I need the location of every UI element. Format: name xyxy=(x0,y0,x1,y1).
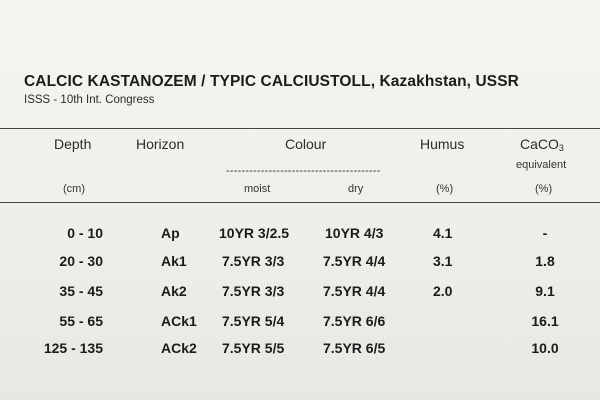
header-caco3-sub: 3 xyxy=(558,143,564,153)
cell-humus: 2.0 xyxy=(433,283,453,299)
cell-moist: 7.5YR 3/3 xyxy=(222,283,285,299)
unit-moist: moist xyxy=(244,183,271,195)
unit-depth: (cm) xyxy=(63,183,85,195)
cell-depth: 35 - 45 xyxy=(59,283,103,299)
cell-depth: 20 - 30 xyxy=(59,253,103,269)
cell-moist: 7.5YR 5/4 xyxy=(222,313,285,329)
cell-dry: 7.5YR 6/5 xyxy=(323,340,386,356)
header-caco3-main: CaCO xyxy=(520,136,559,152)
cell-horizon: ACk2 xyxy=(161,340,197,356)
cell-caco3: - xyxy=(542,225,548,241)
header-humus: Humus xyxy=(420,136,465,152)
unit-humus: (%) xyxy=(436,183,454,195)
unit-caco3: (%) xyxy=(535,183,553,195)
unit-dry: dry xyxy=(348,183,364,195)
cell-horizon: ACk1 xyxy=(161,313,197,329)
cell-humus: 3.1 xyxy=(433,253,453,269)
cell-horizon: Ak1 xyxy=(161,253,187,269)
cell-moist: 7.5YR 5/5 xyxy=(222,340,285,356)
header-caco3-note: equivalent xyxy=(516,159,567,171)
cell-humus: 4.1 xyxy=(433,225,453,241)
cell-caco3: 1.8 xyxy=(535,253,555,269)
cell-horizon: Ak2 xyxy=(161,283,187,299)
header-depth: Depth xyxy=(54,136,92,152)
cell-dry: 7.5YR 6/6 xyxy=(323,313,386,329)
cell-depth: 125 - 135 xyxy=(43,340,103,356)
cell-caco3: 16.1 xyxy=(531,313,559,329)
table-bottom-rule xyxy=(0,202,600,203)
cell-horizon: Ap xyxy=(161,225,180,241)
cell-depth: 0 - 10 xyxy=(67,225,103,241)
table-top-rule xyxy=(0,128,600,129)
cell-dry: 7.5YR 4/4 xyxy=(323,283,386,299)
cell-moist: 10YR 3/2.5 xyxy=(219,225,290,241)
header-caco3 xyxy=(520,136,564,153)
document-title: CALCIC KASTANOZEM / TYPIC CALCIUSTOLL, Kazakhstan, USSR xyxy=(24,73,519,90)
header-colour: Colour xyxy=(285,136,327,152)
document-subtitle: ISSS - 10th Int. Congress xyxy=(24,94,155,106)
cell-moist: 7.5YR 3/3 xyxy=(222,253,285,269)
cell-depth: 55 - 65 xyxy=(59,313,103,329)
cell-dry: 10YR 4/3 xyxy=(325,225,384,241)
cell-dry: 7.5YR 4/4 xyxy=(323,253,386,269)
cell-caco3: 9.1 xyxy=(535,283,555,299)
colour-divider: ---------------------------------------- xyxy=(226,165,381,177)
header-horizon: Horizon xyxy=(136,136,185,152)
cell-caco3: 10.0 xyxy=(531,340,559,356)
